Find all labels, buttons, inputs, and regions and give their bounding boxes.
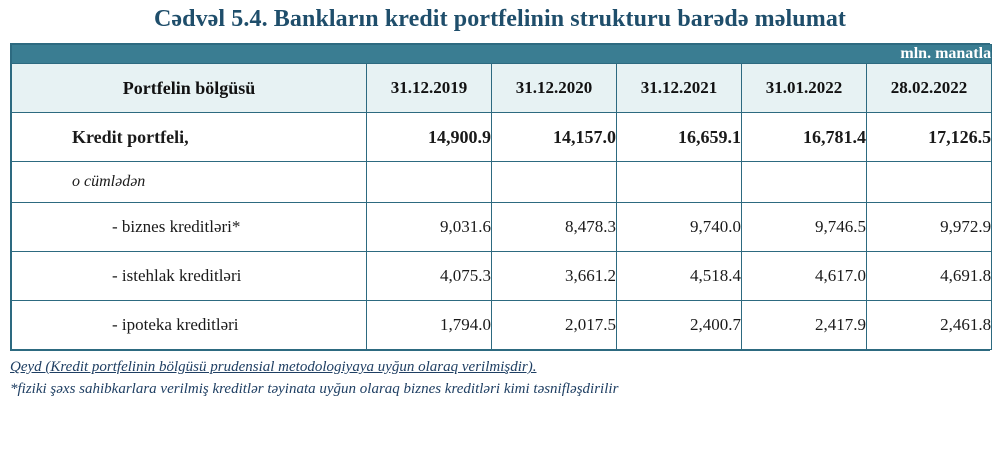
- row-label-including: o cümlədən: [12, 162, 367, 203]
- unit-text: mln. manatla: [900, 45, 992, 62]
- cell-consumer-jan2022: 4,617.0: [742, 252, 867, 301]
- column-header-jan2022: 31.01.2022: [742, 64, 867, 113]
- cell-including-feb2022: [867, 162, 992, 203]
- cell-total-feb2022: 17,126.5: [867, 113, 992, 162]
- cell-mortgage-2021: 2,400.7: [617, 301, 742, 350]
- cell-consumer-feb2022: 4,691.8: [867, 252, 992, 301]
- cell-consumer-2020: 3,661.2: [492, 252, 617, 301]
- cell-including-2021: [617, 162, 742, 203]
- credit-portfolio-table-wrapper: [10, 43, 990, 351]
- row-label-total: Kredit portfeli,: [12, 113, 367, 162]
- cell-total-jan2022: 16,781.4: [742, 113, 867, 162]
- cell-total-2020: 14,157.0: [492, 113, 617, 162]
- table-row: [12, 252, 992, 301]
- column-header-2021: 31.12.2021: [617, 64, 742, 113]
- row-label-consumer: - istehlak kreditləri: [12, 252, 367, 301]
- cell-mortgage-2019: 1,794.0: [367, 301, 492, 350]
- table-row: [12, 113, 992, 162]
- page-title: Cədvəl 5.4. Bankların kredit portfelinin strukturu barədə məlumat: [153, 6, 847, 32]
- note-footnote: *fiziki şəxs sahibkarlara verilmiş kreditlər təyinata uyğun olaraq biznes kreditləri kimi təsnifləşdirilir: [10, 380, 619, 397]
- table-header-row: [12, 64, 992, 113]
- table-row: [12, 301, 992, 350]
- unit-label: [12, 45, 992, 64]
- column-header-2019: 31.12.2019: [367, 64, 492, 113]
- row-label-mortgage: - ipoteka kreditləri: [12, 301, 367, 350]
- note-methodology-line: [10, 357, 990, 379]
- cell-total-2021: 16,659.1: [617, 113, 742, 162]
- column-header-feb2022: 28.02.2022: [867, 64, 992, 113]
- cell-including-jan2022: [742, 162, 867, 203]
- cell-including-2019: [367, 162, 492, 203]
- unit-row: [12, 45, 992, 64]
- column-header-2020: 31.12.2020: [492, 64, 617, 113]
- cell-mortgage-feb2022: 2,461.8: [867, 301, 992, 350]
- note-methodology: Qeyd (Kredit portfelinin bölgüsü prudensial metodologiyaya uyğun olaraq verilmişdir).: [10, 359, 537, 375]
- cell-mortgage-jan2022: 2,417.9: [742, 301, 867, 350]
- row-label-business: - biznes kreditləri*: [12, 203, 367, 252]
- cell-consumer-2019: 4,075.3: [367, 252, 492, 301]
- credit-portfolio-table: [11, 44, 992, 350]
- cell-including-2020: [492, 162, 617, 203]
- cell-total-2019: 14,900.9: [367, 113, 492, 162]
- cell-mortgage-2020: 2,017.5: [492, 301, 617, 350]
- table-row: [12, 203, 992, 252]
- cell-business-2021: 9,740.0: [617, 203, 742, 252]
- table-notes: [10, 357, 990, 401]
- cell-business-2019: 9,031.6: [367, 203, 492, 252]
- column-header-portfolio: Portfelin bölgüsü: [12, 64, 367, 113]
- cell-business-jan2022: 9,746.5: [742, 203, 867, 252]
- cell-business-2020: 8,478.3: [492, 203, 617, 252]
- table-row: [12, 162, 992, 203]
- cell-business-feb2022: 9,972.9: [867, 203, 992, 252]
- cell-consumer-2021: 4,518.4: [617, 252, 742, 301]
